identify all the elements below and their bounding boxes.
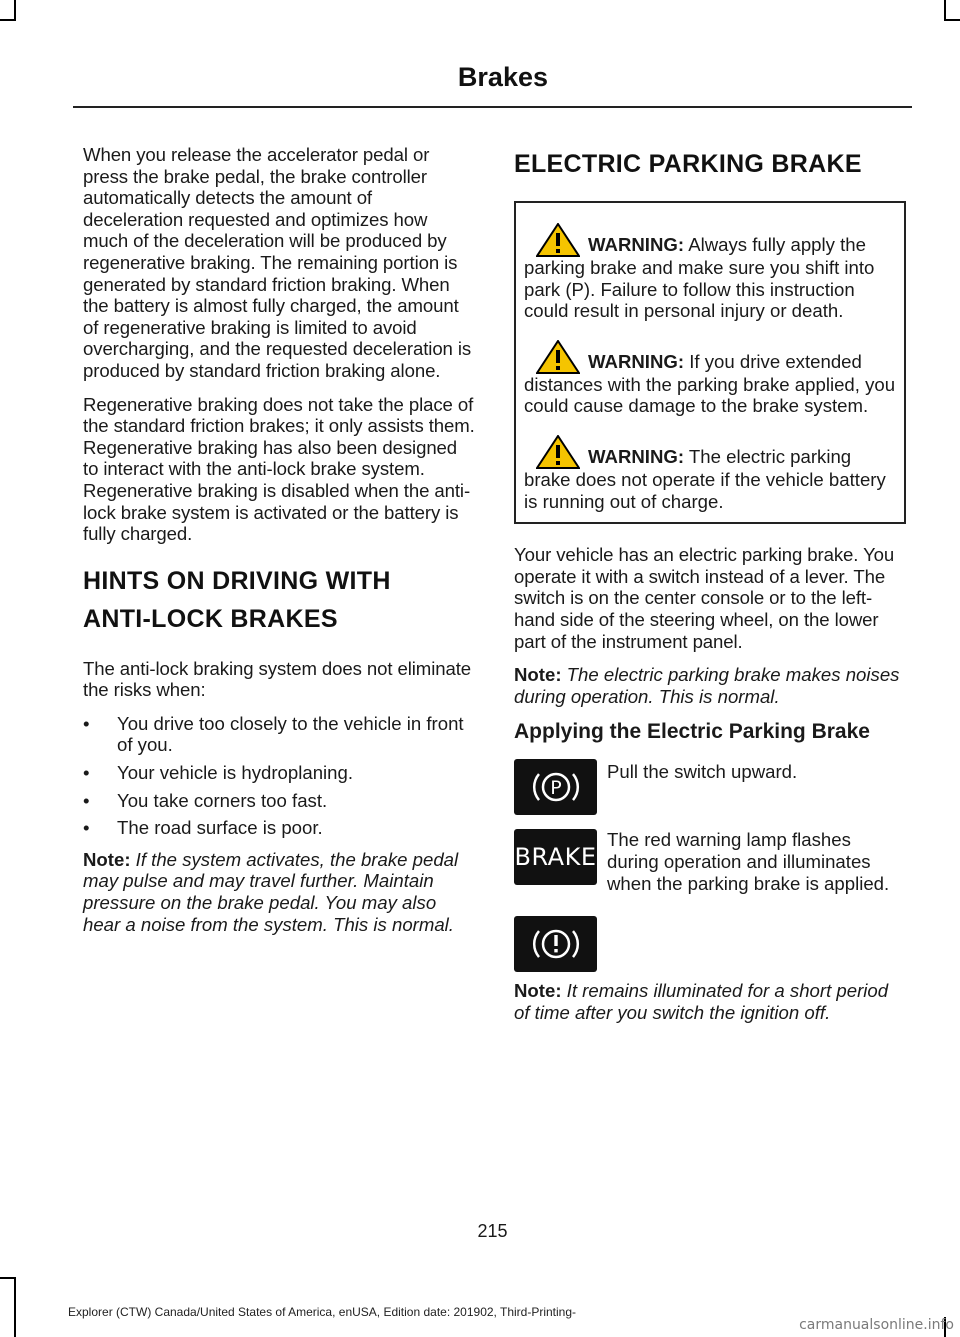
page-header-title: Brakes [457, 62, 548, 92]
section-title-line-1: HINTS ON DRIVING WITH [83, 566, 391, 595]
regen-paragraph-1: When you release the accelerator pedal or press the brake pedal, the brake controller automatically detects the amount of deceleration requested and optimizes how much of the deceleration will be produced by regenerative braking. The remaining portion is generated by standard friction braking. When the battery is almost fully charged, the amount of regenerative braking is limited to avoid overcharging, and the requested deceleration is produced by standard friction braking alone. [83, 144, 472, 381]
list-item-text: You take corners too fast. [117, 789, 328, 811]
epb-note-1 [514, 664, 906, 707]
lamp-row-parking [514, 759, 906, 819]
parking-brake-p-icon [514, 759, 597, 815]
warning-label: WARNING: [588, 234, 685, 255]
list-item [83, 817, 475, 839]
lamp-row-brake [514, 829, 906, 894]
section-title-line-2: ANTI-LOCK BRAKES [83, 604, 338, 633]
list-item [83, 762, 475, 784]
section-title-abs [83, 567, 475, 634]
regen-paragraph-2: Regenerative braking does not take the place of the standard friction brakes; it only assists them. Regenerative braking has also been designed to interact with the anti-lock brake system. Regenerative braking is disabled when the anti-lock brake system is activated or the battery is fully charged. [83, 393, 475, 545]
crop-mark [0, 19, 16, 21]
warning-box [514, 201, 906, 524]
section-title-epb: ELECTRIC PARKING BRAKE [514, 150, 862, 178]
crop-mark [0, 1277, 16, 1279]
warning-text: The electric parking brake does not operate if the vehicle battery is running out of charge. [524, 445, 886, 512]
note-text: It remains illuminated for a short period of time after you switch the ignition off. [514, 980, 889, 1023]
list-item [83, 713, 475, 756]
watermark: carmanualsonline.info [799, 1317, 954, 1333]
left-column [83, 144, 475, 947]
list-item [83, 790, 475, 812]
risk-list [83, 713, 475, 839]
bullet-icon: • [83, 789, 90, 811]
warning-item [524, 340, 896, 417]
warning-text: If you drive extended distances with the parking brake applied, you could cause damage to the brake system. [524, 350, 896, 417]
brake-lamp-word: BRAKE [514, 843, 597, 872]
bullet-icon: • [83, 762, 90, 784]
crop-mark [14, 1277, 16, 1337]
crop-mark [944, 19, 960, 21]
note-label: Note: [514, 664, 562, 686]
epb-note-2 [514, 980, 906, 1023]
warning-triangle-icon [536, 340, 580, 374]
warning-triangle-icon [536, 435, 580, 469]
note-label: Note: [514, 980, 562, 1002]
warning-label: WARNING: [588, 445, 685, 467]
bullet-icon: • [83, 817, 90, 839]
note-label: Note: [83, 848, 131, 870]
lamp-row-exclamation [514, 916, 906, 972]
list-item-text: Your vehicle is hydroplaning. [117, 762, 354, 784]
note-text: If the system activates, the brake pedal may pulse and may travel further. Maintain pressure on the brake pedal. You may also hear a noise from the system. This is normal. [83, 848, 459, 935]
warning-label: WARNING: [588, 350, 685, 372]
bullet-icon: • [83, 712, 90, 734]
list-item-text: You drive too closely to the vehicle in front of you. [117, 712, 464, 756]
abs-intro: The anti-lock braking system does not eliminate the risks when: [83, 657, 472, 701]
header-divider [73, 106, 912, 108]
page-number: 215 [477, 1221, 508, 1241]
epb-paragraph: Your vehicle has an electric parking brake. You operate it with a switch instead of a lever. The switch is on the center console or to the left-hand side of the steering wheel, on the lower part of the instrument panel. [514, 544, 895, 652]
lamp-1-text: Pull the switch upward. [607, 761, 798, 783]
crop-mark [944, 0, 946, 20]
right-column [514, 144, 906, 1035]
applying-epb-title: Applying the Electric Parking Brake [514, 720, 870, 744]
note-text: The electric parking brake makes noises during operation. This is normal. [514, 664, 900, 707]
crop-mark [14, 0, 16, 20]
brake-warning-lamp-icon [514, 829, 597, 885]
warning-item [524, 435, 896, 512]
footer-edition: Explorer (CTW) Canada/United States of America, enUSA, Edition date: 201902, Third-Printing- [68, 1305, 577, 1319]
brake-warning-exclamation-icon [514, 916, 597, 972]
warning-triangle-icon [536, 223, 580, 257]
warning-text: Always fully apply the parking brake and make sure you shift into park (P). Failure to follow this instruction could result in personal injury or death. [524, 234, 875, 322]
list-item-text: The road surface is poor. [117, 817, 323, 839]
warning-item [524, 223, 896, 322]
lamp-2-text: The red warning lamp flashes during operation and illuminates when the parking brake is applied. [607, 829, 890, 894]
abs-note [83, 849, 475, 935]
svg-text:P: P [549, 777, 562, 800]
